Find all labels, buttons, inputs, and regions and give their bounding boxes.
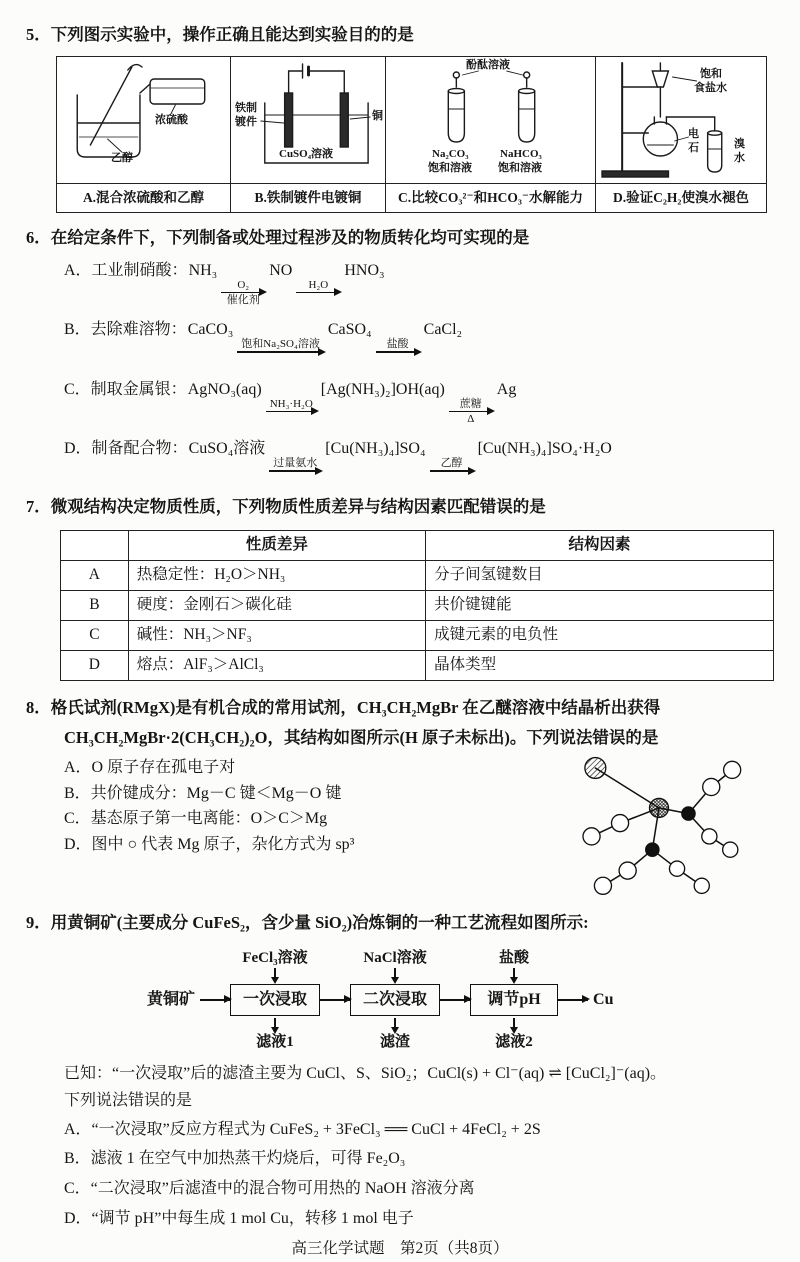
q9-option-b: B．滤液 1 在空气中加热蒸干灼烧后，可得 Fe₂O₃ [64, 1150, 406, 1168]
row-factor: 共价键键能 [426, 590, 774, 620]
row-diff: 热稳定性：H₂O＞NH₃ [128, 560, 425, 590]
row-letter: C [61, 620, 129, 650]
formula: Ag [496, 380, 517, 398]
row-letter: D [61, 650, 129, 680]
row-factor: 分子间氢键数目 [426, 560, 774, 590]
reaction-arrow [221, 278, 265, 308]
flow-input-fecl3 [242, 948, 307, 982]
reaction-arrow [237, 337, 324, 367]
q5-cell-c [385, 57, 595, 212]
condition-above: NH₃·H₂O [269, 397, 313, 410]
flow-box-ph: 调节pH [470, 984, 558, 1016]
flow-output-filtrate2 [495, 1018, 533, 1052]
q5-experiment-table [56, 56, 767, 213]
q8-stem-line1: 8．格氏试剂(RMgX)是有机合成的常用试剂，CH₃CH₂MgBr 在乙醚溶液中结晶析出获得 [26, 697, 661, 717]
diagram-label-phenolphthalein: 酚酞溶液 [466, 59, 510, 72]
formula: HNO₃ [344, 261, 385, 279]
formula: [Cu(NH₃)₄]SO₄ [325, 440, 426, 458]
q5-diagram-electroplating [231, 57, 385, 183]
down-arrow [394, 1018, 396, 1032]
formula: NH₃ [188, 261, 218, 279]
arrow-shaft [266, 411, 317, 413]
formula: CaSO₄ [327, 321, 372, 339]
q9-known-line1: 已知：“一次浸取”后的滤渣主要为 CuCl、S、SiO₂；CuCl(s) + Cl⁻(aq) ⇌ [CuCl₂]⁻(aq)。 [64, 1064, 667, 1082]
condition-above: 盐酸 [386, 338, 409, 351]
reaction-arrow [430, 456, 474, 486]
right-arrow [320, 999, 350, 1001]
q5-caption-a: A.混合浓硫酸和乙醇 [57, 183, 230, 212]
flow-start: 黄铜矿 [147, 991, 196, 1009]
arrow-shaft [221, 292, 265, 294]
arrow-shaft [269, 470, 321, 472]
condition-below [287, 412, 295, 426]
arrow-shaft [296, 292, 340, 294]
q5-caption-c: C.比较CO₃²⁻和HCO₃⁻水解能力 [386, 183, 595, 212]
condition-above: H₂O [308, 278, 329, 291]
test-tubes-drawing [386, 57, 595, 183]
q5-cell-d [595, 57, 766, 212]
arrow-shaft [376, 351, 420, 353]
row-letter: A [61, 560, 129, 590]
q5-cell-b [230, 57, 385, 212]
q7-corner-cell [61, 531, 129, 561]
condition-above: 乙醇 [440, 457, 463, 470]
option-label: B．去除难溶物： [64, 321, 187, 339]
table-row [61, 590, 774, 620]
q8-option-d: D．图中 ○ 代表 Mg 原子，杂化方式为 sp³ [64, 835, 355, 853]
q5-diagram-acetylene [596, 57, 766, 183]
down-arrow [513, 968, 515, 982]
option-label: A．工业制硝酸： [64, 261, 188, 279]
diagram-label-saturated-1: 饱和溶液 [428, 162, 472, 175]
diagram-label-bromine-1: 溴 [734, 138, 745, 151]
flow-input-hcl [499, 948, 529, 982]
flow-box-leach1: 一次浸取 [230, 984, 320, 1016]
q9-stem: 9．用黄铜矿(主要成分 CuFeS₂，含少量 SiO₂)冶炼铜的一种工艺流程如图所示: [26, 912, 589, 932]
q7-header-diff: 性质差异 [128, 531, 425, 561]
flow-input-label: FeCl₃溶液 [242, 950, 308, 967]
q7-stem: 7．微观结构决定物质性质，下列物质性质差异与结构因素匹配错误的是 [26, 496, 546, 516]
q6-option-b [26, 319, 774, 367]
flask-stand-drawing [596, 57, 766, 183]
flow-input-label: 盐酸 [499, 950, 530, 967]
formula: CaCO₃ [187, 321, 234, 339]
reaction-arrow [296, 278, 340, 308]
beaker-apparatus-drawing [57, 57, 230, 183]
diagram-label-brine-2: 食盐水 [694, 82, 727, 95]
row-factor: 晶体类型 [426, 650, 774, 680]
flow-end: Cu [593, 991, 614, 1009]
q9-option-a: A．“一次浸取”反应方程式为 CuFeS₂ + 3FeCl₃ ══ CuCl + 4FeCl₂ + 2S [64, 1120, 541, 1138]
diagram-label-carbide-2: 石 [688, 142, 699, 155]
diagram-label-acid: 浓硫酸 [155, 114, 188, 127]
row-diff: 熔点：AlF₃＞AlCl₃ [128, 650, 425, 680]
diagram-label-ethanol: 乙醇 [111, 152, 133, 165]
down-arrow [394, 968, 396, 982]
flow-output-label: 滤渣 [380, 1033, 411, 1050]
diagram-label-na2co3: Na₂CO₃ [432, 148, 469, 161]
row-diff: 硬度：金刚石＞碳化硅 [128, 590, 425, 620]
q5-stem: 5．下列图示实验中，操作正确且能达到实验目的的是 [26, 25, 414, 44]
diagram-label-carbide-1: 电 [688, 128, 699, 141]
molecule-structure-figure [564, 749, 764, 908]
diagram-label-copper: 铜 [372, 110, 383, 123]
option-label: D．制备配合物： [64, 440, 188, 458]
down-arrow [513, 1018, 515, 1032]
arrow-shaft [449, 411, 493, 413]
q7-header-factor: 结构因素 [426, 531, 774, 561]
diagram-label-saturated-2: 饱和溶液 [498, 162, 542, 175]
condition-above: 过量氨水 [273, 457, 318, 470]
down-arrow [274, 1018, 276, 1032]
flow-output-label: 滤液1 [256, 1033, 294, 1050]
q8-option-a: A．O 原子存在孤电子对 [64, 759, 236, 777]
condition-below [291, 472, 299, 486]
flow-output-label: 滤液2 [495, 1033, 533, 1050]
formula: [Cu(NH₃)₄]SO₄·H₂O [477, 440, 612, 458]
table-row [61, 620, 774, 650]
right-arrow [200, 999, 230, 1001]
reaction-arrow [376, 337, 420, 367]
q8-option-b: B．共价键成分：Mg－C 键＜Mg－O 键 [64, 784, 342, 802]
q6-stem: 6．在给定条件下，下列制备或处理过程涉及的物质转化均可实现的是 [26, 228, 530, 248]
diagram-label-nahco3: NaHCO₃ [500, 148, 542, 161]
q8-stem-line2: CH₃CH₂MgBr·2(CH₃CH₂)₂O，其结构如图所示(H 原子未标出)。下列说法错误的是 [64, 727, 659, 747]
right-arrow [440, 999, 470, 1001]
q5-caption-b: B.铁制镀件电镀铜 [231, 183, 385, 212]
flow-box-leach2: 二次浸取 [350, 984, 440, 1016]
condition-below: Δ [467, 413, 475, 426]
page-footer: 高三化学试题 第2页（共8页） [291, 1240, 509, 1258]
q9-flow-diagram [142, 948, 774, 1052]
formula: CuSO₄溶液 [188, 440, 266, 458]
formula: NO [269, 261, 293, 279]
q5-diagram-mixing [57, 57, 230, 183]
q6-option-d [26, 438, 774, 486]
q5-caption-d: D.验证C₂H₂使溴水褪色 [596, 183, 766, 212]
down-arrow [274, 968, 276, 982]
condition-above: O₂ [237, 278, 250, 291]
q9-known-line2: 下列说法错误的是 [64, 1092, 193, 1110]
right-arrow [558, 999, 588, 1001]
flow-input-nacl [363, 948, 426, 982]
arrow-shaft [430, 470, 474, 472]
condition-below [394, 353, 402, 367]
table-row [61, 650, 774, 680]
diagram-label-bromine-2: 水 [734, 152, 745, 165]
row-factor: 成键元素的电负性 [426, 620, 774, 650]
flow-output-filtrate1 [256, 1018, 294, 1052]
formula: CaCl₂ [423, 321, 463, 339]
condition-above: 饱和Na₂SO₄溶液 [241, 338, 320, 351]
q8-body [26, 753, 774, 908]
ball-and-stick-drawing [564, 749, 754, 901]
q5-cell-a [57, 57, 230, 212]
q9-option-d: D．“调节 pH”中每生成 1 mol Cu，转移 1 mol 电子 [64, 1209, 414, 1227]
arrow-shaft [237, 351, 324, 353]
q7-header-row [61, 531, 774, 561]
diagram-label-iron-2: 镀件 [235, 116, 257, 129]
q6-option-a [26, 260, 774, 308]
reaction-arrow [449, 397, 493, 427]
flow-input-label: NaCl溶液 [363, 950, 427, 967]
q5-diagram-testtubes [386, 57, 595, 183]
condition-above: 蔗糖 [459, 397, 482, 410]
row-letter: B [61, 590, 129, 620]
q8-option-c: C．基态原子第一电离能：O＞C＞Mg [64, 810, 328, 828]
formula: AgNO₃(aq) [187, 380, 262, 398]
q8-options [26, 753, 564, 859]
diagram-label-brine-1: 饱和 [700, 68, 722, 81]
q9-option-c: C．“二次浸取”后滤渣中的混合物可用热的 NaOH 溶液分离 [64, 1179, 475, 1197]
q6-option-c [26, 379, 774, 427]
diagram-label-iron-1: 铁制 [235, 102, 257, 115]
flow-output-residue [380, 1018, 410, 1052]
diagram-label-cuso4: CuSO₄溶液 [279, 148, 334, 161]
option-label: C．制取金属银： [64, 380, 187, 398]
reaction-arrow [269, 456, 321, 486]
condition-below [277, 353, 285, 367]
q7-property-table [60, 530, 774, 681]
reaction-arrow [266, 397, 317, 427]
table-row [61, 560, 774, 590]
condition-below: 催化剂 [226, 294, 260, 307]
condition-below [314, 293, 322, 307]
formula: [Ag(NH₃)₂]OH(aq) [320, 380, 445, 398]
condition-below [448, 472, 456, 486]
row-diff: 碱性：NH₃＞NF₃ [128, 620, 425, 650]
